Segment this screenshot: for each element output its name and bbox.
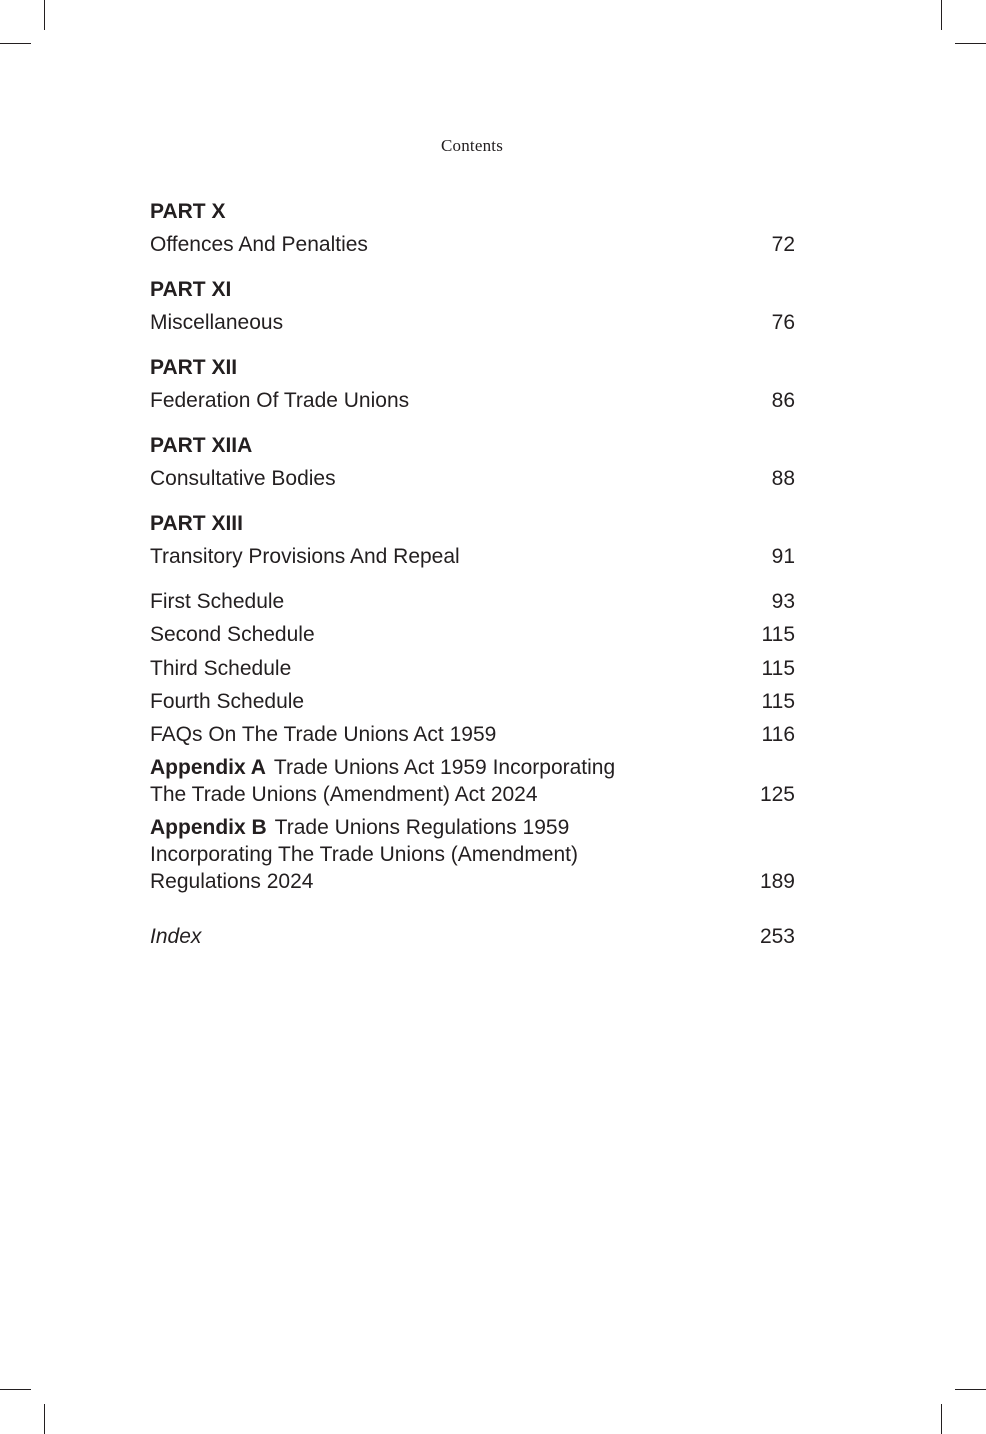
entry-title: Federation Of Trade Unions	[150, 389, 410, 412]
page-number: 253	[759, 925, 795, 949]
page-number: 189	[759, 870, 795, 894]
page-number: 116	[761, 723, 795, 747]
entry-title	[150, 814, 640, 895]
page-number: 88	[771, 467, 795, 490]
page-number: 86	[771, 389, 795, 412]
part-label: PART X	[150, 200, 226, 223]
toc-entry[interactable]	[150, 309, 795, 336]
toc-part	[150, 510, 795, 570]
entry-title: Second Schedule	[150, 623, 315, 647]
crop-mark-bottom-left-horizontal	[0, 1389, 31, 1390]
appendix-label: Appendix B	[150, 816, 267, 840]
entry-title: Fourth Schedule	[150, 689, 305, 713]
part-label: PART XI	[150, 278, 232, 301]
toc-part	[150, 198, 795, 258]
entry-title: Third Schedule	[150, 656, 292, 680]
page-number: 115	[761, 656, 795, 680]
toc-part	[150, 354, 795, 414]
appendix-title: Trade Unions Regulations 1959 Incorporating The Trade Unions (Amendment) Regulations 2024	[150, 816, 578, 894]
page-number: 72	[771, 233, 795, 256]
crop-mark-top-right-vertical	[941, 0, 942, 30]
toc-part	[150, 276, 795, 336]
entry-title: First Schedule	[150, 590, 285, 613]
page-number: 115	[761, 623, 795, 647]
entry-title: Miscellaneous	[150, 311, 284, 334]
crop-mark-bottom-left-vertical	[44, 1404, 45, 1434]
crop-mark-top-left-vertical	[44, 0, 45, 30]
crop-mark-bottom-right-horizontal	[955, 1389, 986, 1390]
entry-title: FAQs On The Trade Unions Act 1959	[150, 723, 497, 747]
toc-entry[interactable]	[150, 588, 795, 615]
toc-entry[interactable]	[150, 465, 795, 492]
crop-mark-top-left-horizontal	[0, 43, 31, 44]
table-of-contents	[150, 198, 795, 950]
toc-entry[interactable]	[150, 721, 795, 748]
crop-mark-bottom-right-vertical	[941, 1404, 942, 1434]
entry-title: Consultative Bodies	[150, 467, 336, 490]
part-label: PART XIIA	[150, 434, 253, 457]
toc-entry-appendix-b[interactable]	[150, 814, 795, 895]
toc-entry[interactable]	[150, 543, 795, 570]
page-number: 125	[759, 783, 795, 807]
toc-entry-index[interactable]	[150, 923, 795, 950]
toc-entry[interactable]	[150, 231, 795, 258]
part-label: PART XII	[150, 356, 238, 379]
entry-title: Offences And Penalties	[150, 233, 368, 256]
appendix-label: Appendix A	[150, 756, 266, 780]
page-number: 115	[761, 689, 795, 713]
page-number: 91	[771, 545, 795, 568]
entry-title: Index	[150, 925, 202, 949]
toc-part	[150, 432, 795, 492]
schedules-list	[150, 588, 795, 748]
crop-mark-top-right-horizontal	[955, 43, 986, 44]
toc-entry[interactable]	[150, 621, 795, 648]
toc-entry-appendix-a[interactable]	[150, 754, 795, 808]
appendix-title: Trade Unions Act 1959 Incorporating The Trade Unions (Amendment) Act 2024	[150, 756, 616, 807]
toc-entry[interactable]	[150, 688, 795, 715]
page-number: 76	[771, 311, 795, 334]
part-label: PART XIII	[150, 512, 243, 535]
entry-title: Transitory Provisions And Repeal	[150, 545, 460, 568]
entry-title	[150, 754, 640, 808]
page-number: 93	[771, 590, 795, 613]
toc-entry[interactable]	[150, 387, 795, 414]
toc-entry[interactable]	[150, 655, 795, 682]
running-head: Contents	[440, 136, 504, 155]
